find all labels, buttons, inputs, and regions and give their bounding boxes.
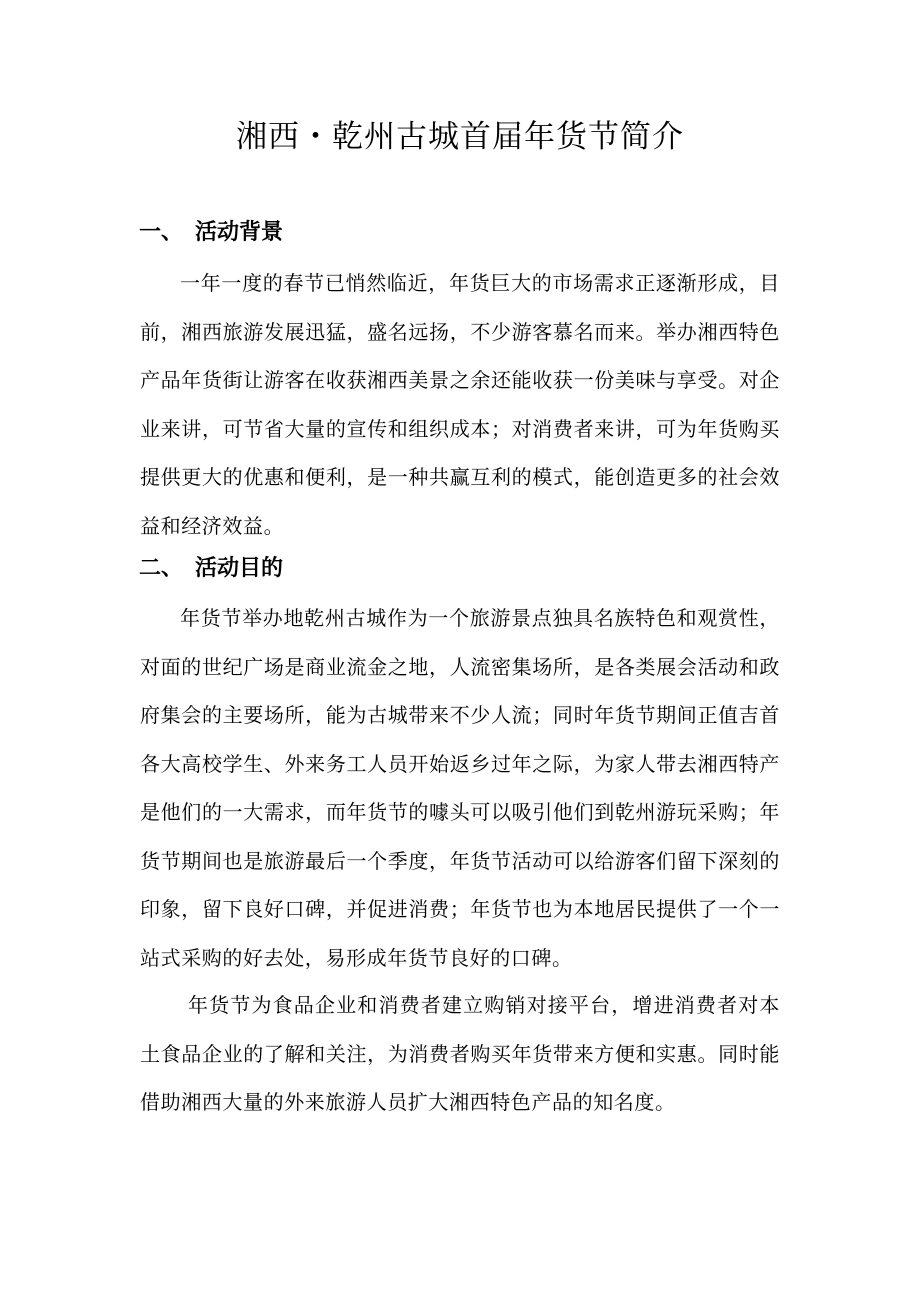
section-heading-text: 活动目的 — [195, 556, 284, 581]
section-heading-purpose — [139, 551, 779, 587]
paragraph-background: 一年一度的春节已悄然临近，年货巨大的市场需求正逐渐形成，目前，湘西旅游发展迅猛，盛名远扬，不少游客慕名而来。举办湘西特色产品年货街让游客在收获湘西美景之余还能收获一份美味与享受。对企业来讲，可节省大量的宣传和组织成本；对消费者来讲，可为年货购买提供更大的优惠和便利，是一种共赢互利的模式，能创造更多的社会效益和经济效益。 — [140, 271, 780, 538]
section-heading-background — [139, 215, 779, 251]
document-title: 湘西・乾州古城首届年货节简介 — [236, 119, 684, 155]
section-number: 一、 — [139, 220, 184, 245]
paragraph-purpose-1: 年货节举办地乾州古城作为一个旅游景点独具名族特色和观赏性，对面的世纪广场是商业流金之地，人流密集场所，是各类展会活动和政府集会的主要场所，能为古城带来不少人流；同时年货节期间正值吉首各大高校学生、外来务工人员开始返乡过年之际，为家人带去湘西特产是他们的一大需求，而年货节的噱头可以吸引他们到乾州游玩采购；年货节期间也是旅游最后一个季度，年货节活动可以给游客们留下深刻的印象，留下良好口碑，并促进消费；年货节也为本地居民提供了一个一站式采购的好去处，易形成年货节良好的口碑。 — [140, 606, 780, 970]
section-number: 二、 — [139, 556, 184, 581]
section-heading-text: 活动背景 — [195, 220, 284, 245]
paragraph-purpose-2: 年货节为食品企业和消费者建立购销对接平台，增进消费者对本土食品企业的了解和关注，为消费者购买年货带来方便和实惠。同时能借助湘西大量的外来旅游人员扩大湘西特色产品的知名度。 — [140, 993, 780, 1114]
